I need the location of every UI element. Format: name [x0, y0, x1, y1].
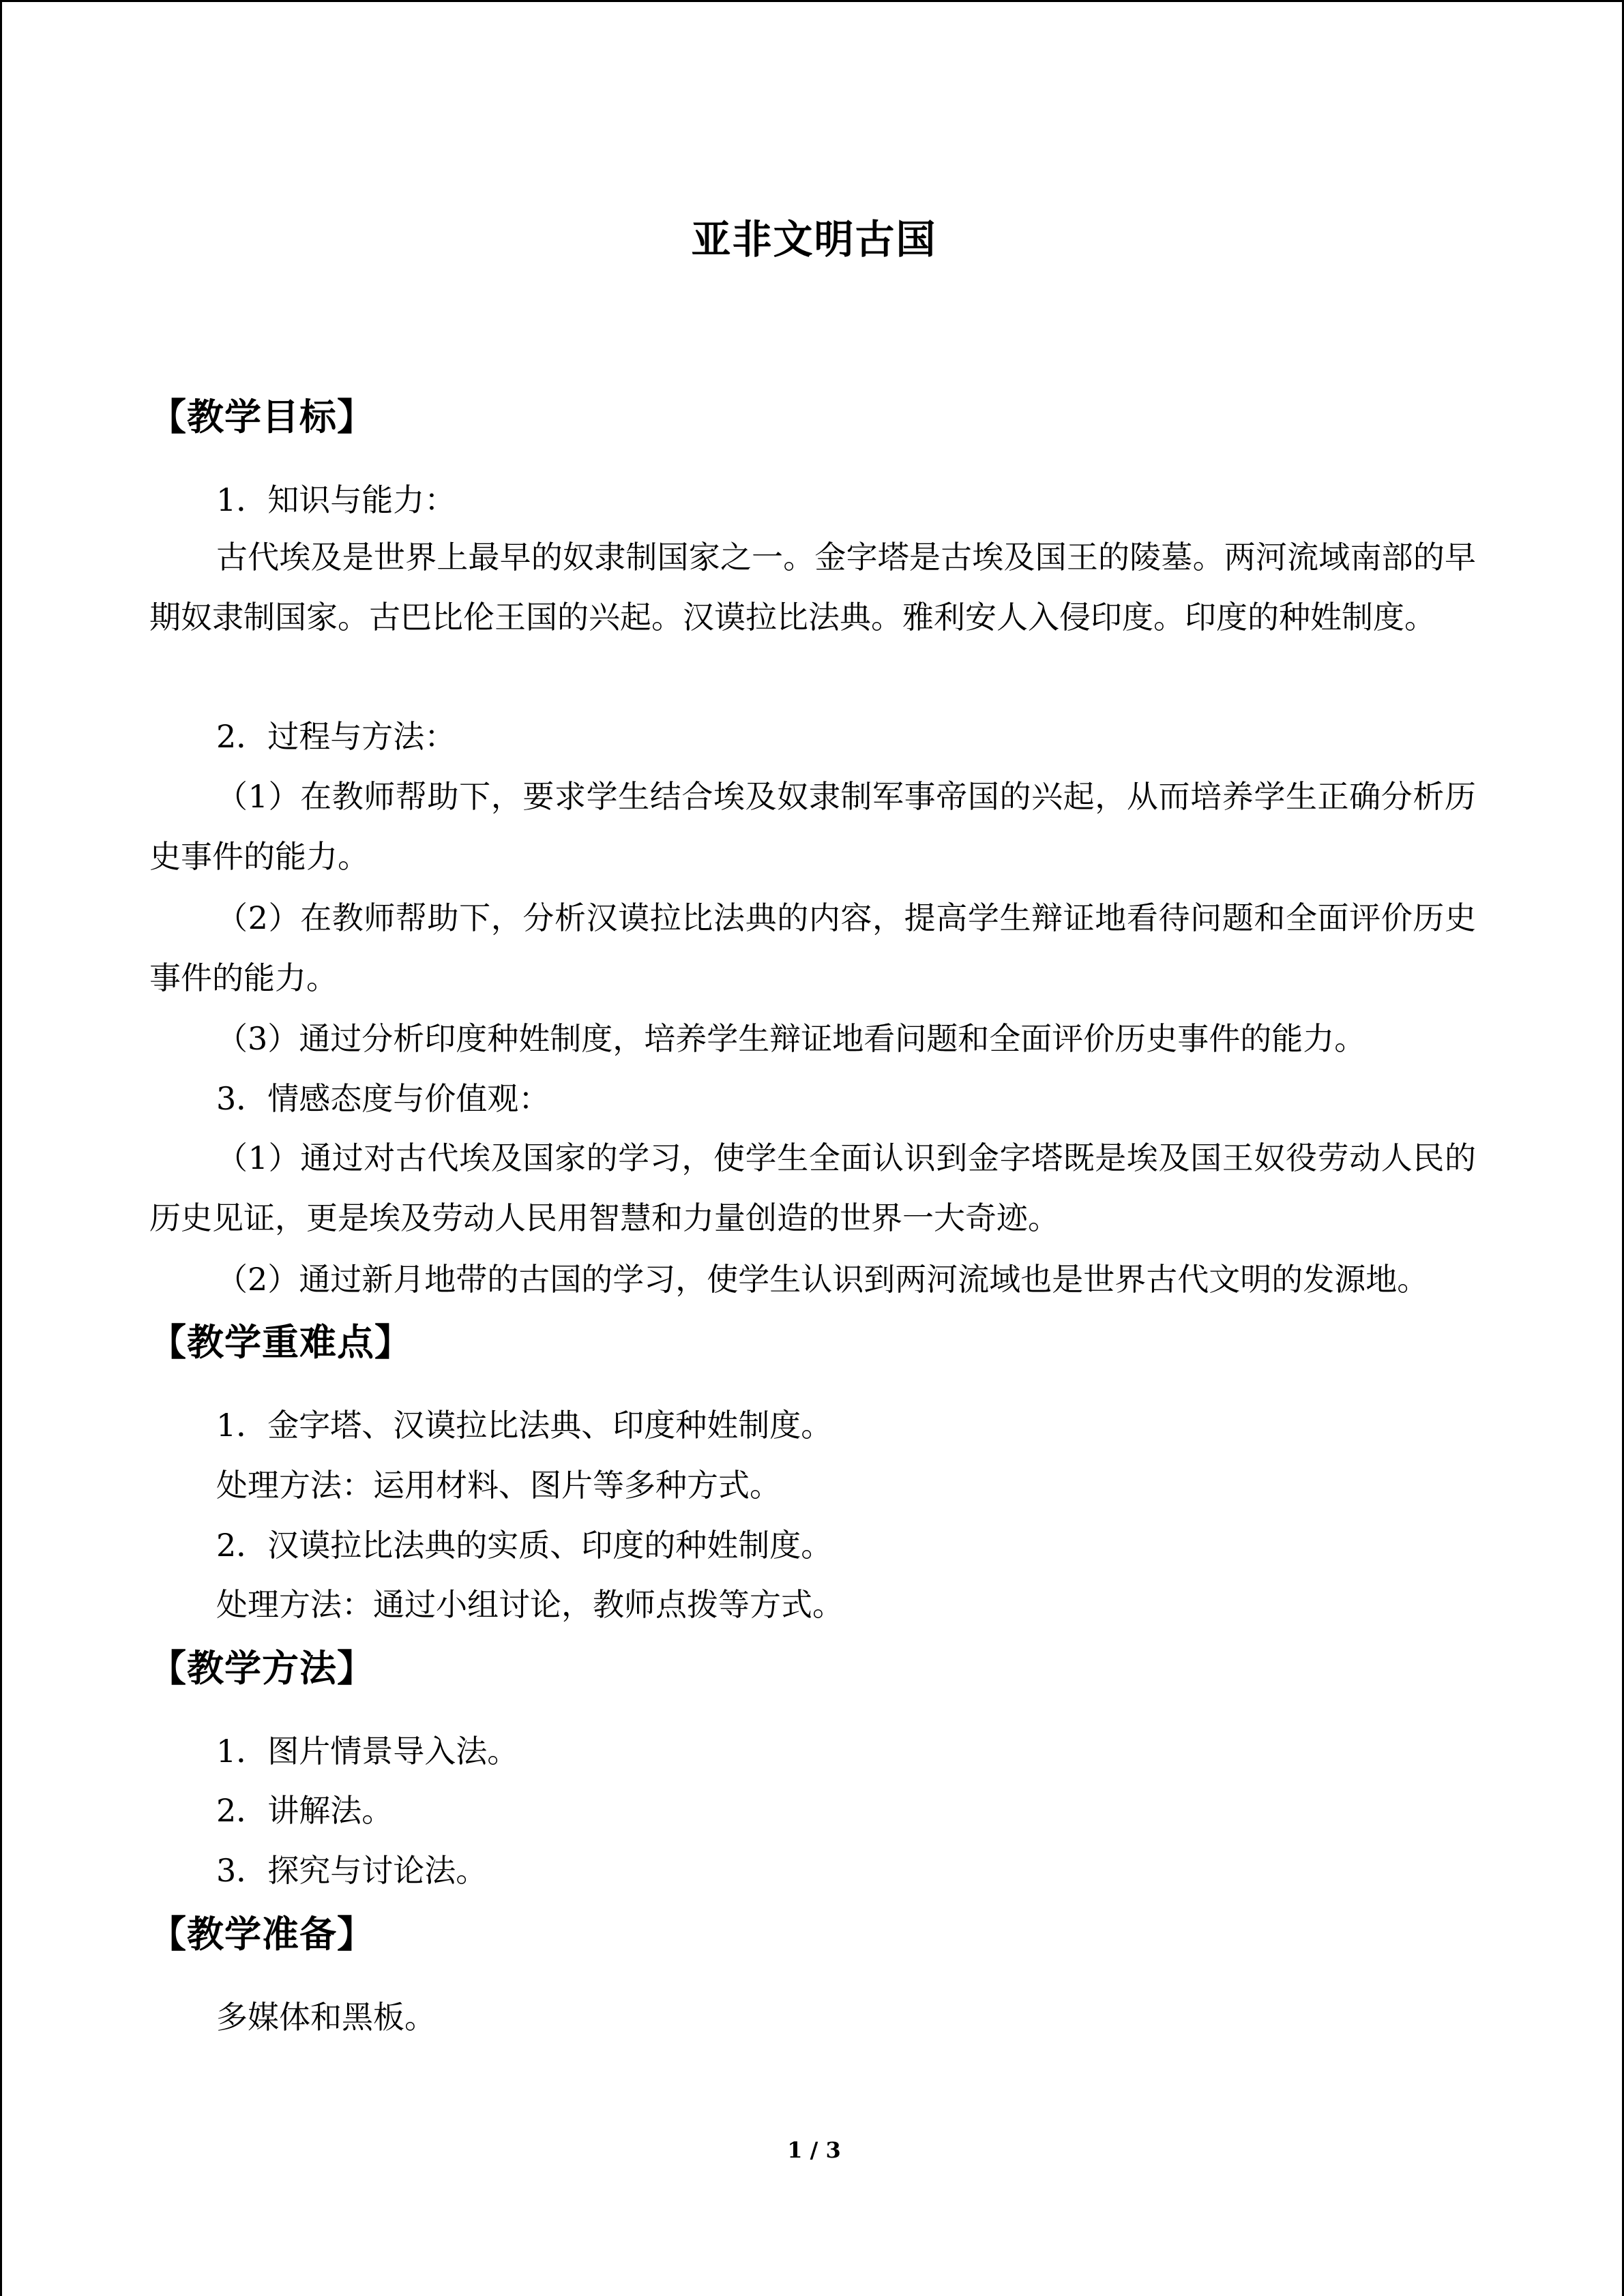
objective-process-item-3: （3）通过分析印度种姓制度，培养学生辩证地看问题和全面评价历史事件的能力。 [216, 1020, 1366, 1057]
objective-process-item-1: （1）在教师帮助下，要求学生结合埃及奴隶制军事帝国的兴起，从而培养学生正确分析历史事件的能力。 [149, 778, 1476, 875]
document-title: 亚非文明古国 [691, 216, 937, 263]
section-heading-methods: 【教学方法】 [149, 1646, 374, 1690]
key-point-method-2: 处理方法：通过小组讨论，教师点拨等方式。 [216, 1586, 844, 1623]
section-heading-key-points: 【教学重难点】 [149, 1320, 412, 1364]
key-point-1: 1．金字塔、汉谟拉比法典、印度种姓制度。 [216, 1407, 833, 1444]
method-item-2: 2．讲解法。 [216, 1792, 394, 1829]
objective-label-emotion: 3．情感态度与价值观： [216, 1080, 550, 1117]
objective-process-item-2: （2）在教师帮助下，分析汉谟拉比法典的内容，提高学生辩证地看待问题和全面评价历史事件的能力。 [149, 899, 1476, 996]
key-point-2: 2．汉谟拉比法典的实质、印度的种姓制度。 [216, 1527, 833, 1564]
method-item-1: 1．图片情景导入法。 [216, 1733, 519, 1770]
objective-emotion-item-2: （2）通过新月地带的古国的学习，使学生认识到两河流域也是世界古代文明的发源地。 [216, 1261, 1429, 1298]
section-heading-preparation: 【教学准备】 [149, 1912, 374, 1956]
key-point-method-1: 处理方法：运用材料、图片等多种方式。 [216, 1467, 781, 1504]
section-heading-objectives: 【教学目标】 [149, 395, 374, 438]
objective-label-process: 2．过程与方法： [216, 718, 456, 755]
preparation-text: 多媒体和黑板。 [216, 1999, 436, 2036]
objective-text-knowledge: 古代埃及是世界上最早的奴隶制国家之一。金字塔是古埃及国王的陵墓。两河流域南部的早期奴隶制国家。古巴比伦王国的兴起。汉谟拉比法典。雅利安人入侵印度。印度的种姓制度。 [149, 539, 1476, 636]
objective-emotion-item-1: （1）通过对古代埃及国家的学习，使学生全面认识到金字塔既是埃及国王奴役劳动人民的历史见证，更是埃及劳动人民用智慧和力量创造的世界一大奇迹。 [149, 1139, 1476, 1236]
objective-label-knowledge: 1．知识与能力： [216, 481, 456, 518]
method-item-3: 3．探究与讨论法。 [216, 1852, 488, 1889]
page-number: 1 / 3 [787, 2137, 841, 2163]
